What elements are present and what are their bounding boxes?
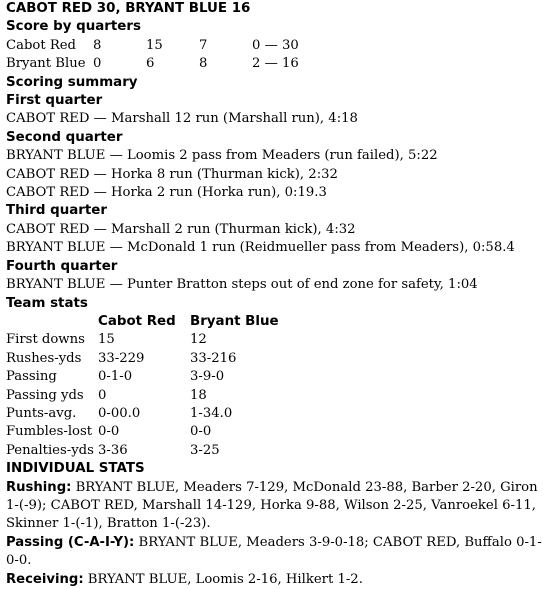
team-name: Cabot Red [6,37,77,53]
quarter-total: 2 — 16 [252,56,299,72]
passing-text: BRYANT BLUE, Meaders 3-9-0-18; CABOT RED, Buffalo 0-1-0-0. [6,534,542,569]
stat-value: 33-229 [98,350,145,366]
quarter-title: Third quarter [6,203,107,219]
stat-label: Punts-avg. [6,405,77,421]
column-header: Bryant Blue [190,313,279,329]
team-stats-row [6,423,279,441]
stat-value: 3-25 [190,442,220,458]
team-stats-row [6,405,279,423]
scoring-summary-heading: Scoring summary [6,74,138,90]
quarter-title: Second quarter [6,129,123,145]
stat-label: First downs [6,332,85,348]
stat-value: 33-216 [190,350,237,366]
receiving-text: BRYANT BLUE, Loomis 2-16, Hilkert 1-2. [83,571,363,587]
stat-value: 0-0 [190,424,212,440]
team-stats-row [6,331,279,349]
quarter-score: 6 [146,56,155,72]
column-header: Cabot Red [98,313,176,329]
team-stats-row [6,387,279,405]
stat-label: Passing yds [6,387,84,403]
rushing-paragraph [6,479,544,534]
headline: CABOT RED 30, BRYANT BLUE 16 [6,1,251,16]
receiving-label: Receiving: [6,571,84,587]
scoring-play: BRYANT BLUE — Loomis 2 pass from Meaders (run failed), 5:22 [6,148,438,164]
stat-value: 0-00.0 [98,405,141,421]
stat-value: 0-1-0 [98,369,133,385]
stat-label: Passing [6,369,57,385]
score-by-quarters-heading: Score by quarters [6,19,141,35]
team-stats-row [6,442,279,460]
team-name: Bryant Blue [6,56,86,72]
stat-value: 1-34.0 [190,405,233,421]
stat-label: Rushes-yds [6,350,82,366]
scoring-play: BRYANT BLUE — McDonald 1 run (Reidmueller pass from Meaders), 0:58.4 [6,240,515,256]
stat-label: Fumbles-lost [6,424,93,440]
scoring-play: CABOT RED — Marshall 2 run (Thurman kick), 4:32 [6,221,356,237]
stat-value: 15 [98,332,115,348]
quarter-title: Fourth quarter [6,258,118,274]
quarter-score: 0 [93,56,102,72]
stat-value: 18 [190,387,207,403]
team-stats-heading: Team stats [6,295,88,311]
quarter-row-bryant [6,55,332,73]
quarter-total: 0 — 30 [252,37,299,53]
quarter-title: First quarter [6,93,103,109]
passing-label: Passing (C-A-I-Y): [6,534,135,550]
score-by-quarters-table [6,37,332,74]
scoring-play: CABOT RED — Horka 8 run (Thurman kick), 2:32 [6,166,338,182]
scoring-play: CABOT RED — Marshall 12 run (Marshall run), 4:18 [6,111,358,127]
scoring-play: CABOT RED — Horka 2 run (Horka run), 0:19.3 [6,185,327,201]
rushing-label: Rushing: [6,479,72,495]
stat-value: 12 [190,332,207,348]
stat-value: 0-0 [98,424,120,440]
stat-value: 3-36 [98,442,128,458]
stat-value: 0 [98,387,107,403]
quarter-score: 7 [199,37,208,53]
rushing-text: BRYANT BLUE, Meaders 7-129, McDonald 23-88, Barber 2-20, Giron 1-(-9); CABOT RED, Marshall 14-129, Horka 9-88, Wilson 2-25, Vanroekel 6-11, Skinner 1-(-1), Bratton 1-(-23). [6,479,538,532]
stat-label: Penalties-yds [6,442,94,458]
quarter-score: 8 [93,37,102,53]
passing-paragraph [6,534,544,571]
individual-stats-heading: INDIVIDUAL STATS [6,461,145,477]
stat-value: 3-9-0 [190,369,225,385]
team-stats-header-row [6,313,279,331]
quarter-row-cabot [6,37,332,55]
team-stats-table [6,313,279,460]
quarter-score: 15 [146,37,163,53]
quarter-score: 8 [199,56,208,72]
team-stats-row [6,350,279,368]
receiving-paragraph [6,571,544,589]
team-stats-row [6,368,279,386]
scoring-play: BRYANT BLUE — Punter Bratton steps out of end zone for safety, 1:04 [6,277,478,293]
